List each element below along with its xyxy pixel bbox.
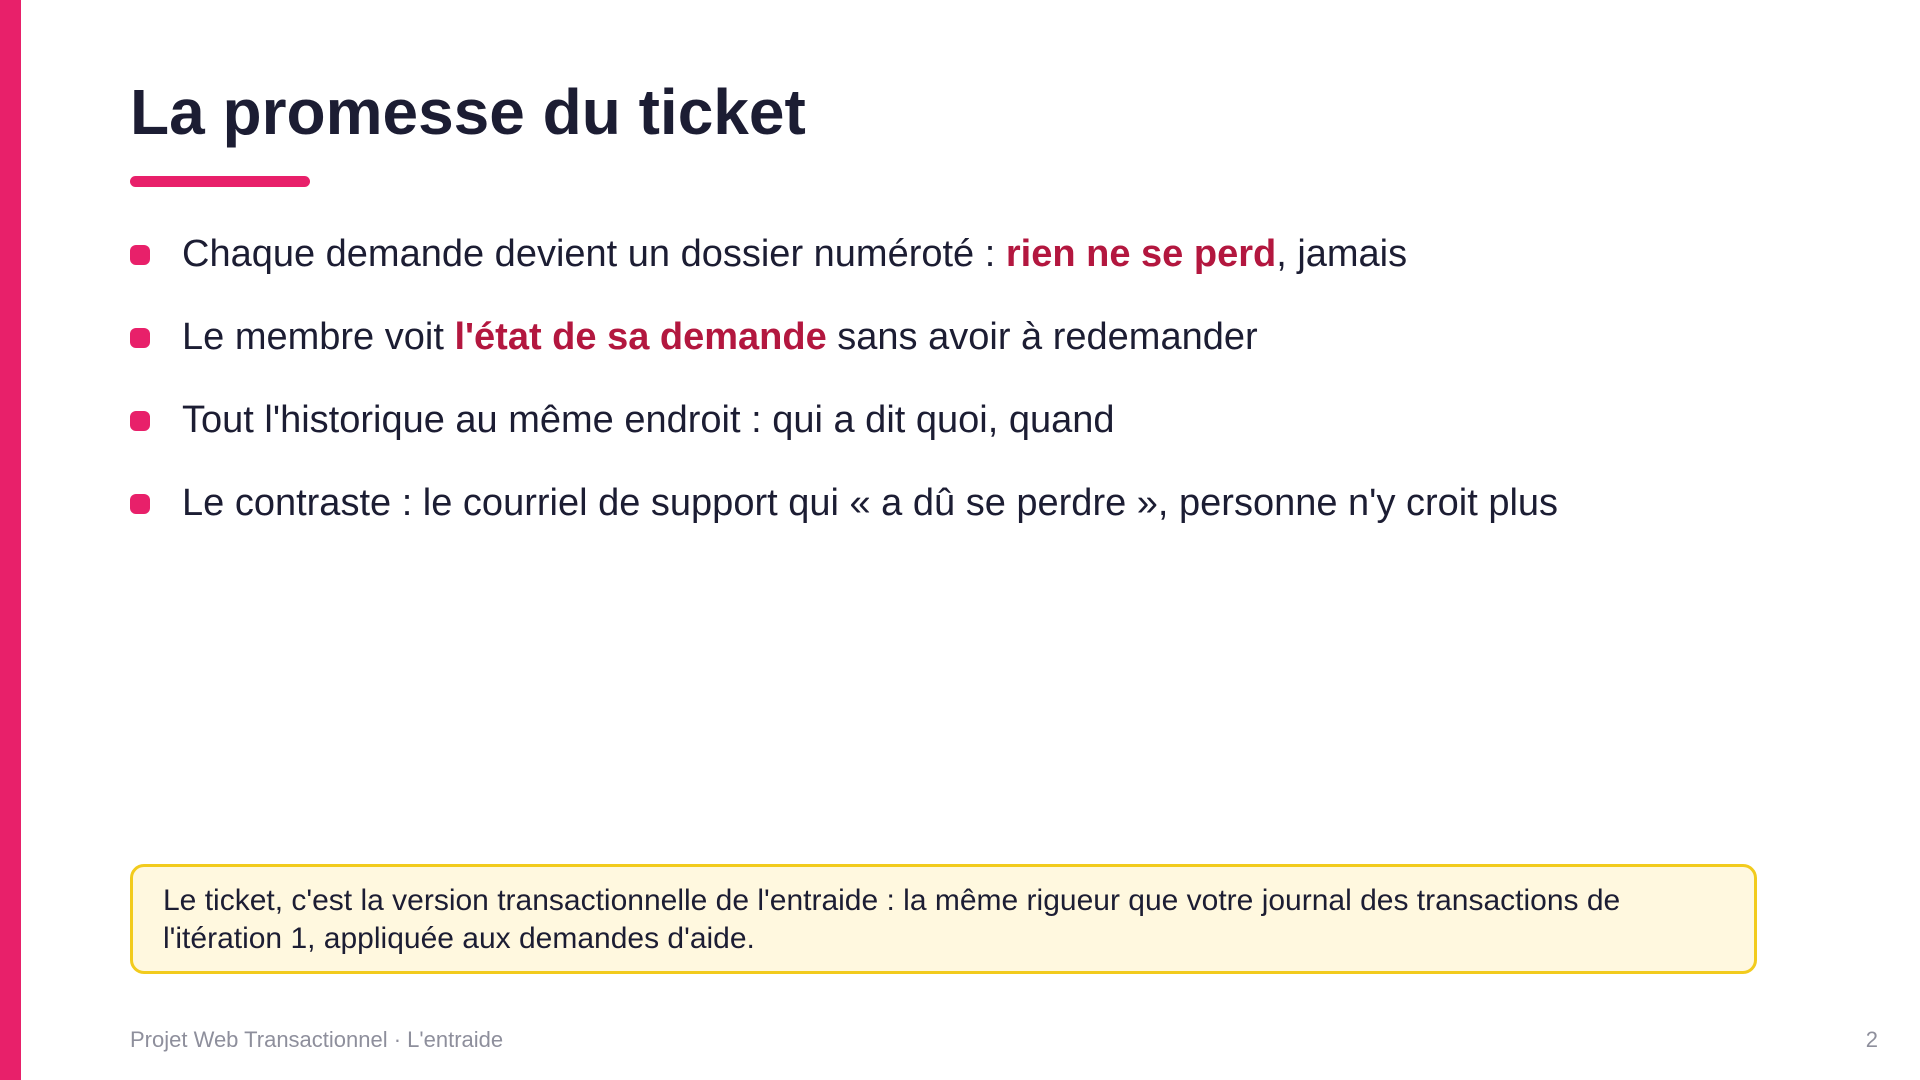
- footer-project-label: Projet Web Transactionnel · L'entraide: [130, 1027, 504, 1052]
- bullet-highlight: rien ne se perd: [1005, 233, 1277, 275]
- bullet-text-end: sans avoir à redemander: [826, 316, 1258, 358]
- slide-title: La promesse du ticket: [130, 76, 806, 148]
- bullet-marker-icon: [130, 411, 150, 431]
- bullet-marker-icon: [130, 494, 150, 514]
- bullet-text: Chaque demande devient un dossier numéroté :: [182, 233, 1006, 275]
- callout-note: Le ticket, c'est la version transactionnelle de l'entraide : la même rigueur que votre journal des transactions de l'itération 1, appliquée aux demandes d'aide.: [130, 864, 1757, 974]
- bullet-text: Tout l'historique au même endroit : qui a dit quoi, quand: [182, 399, 1115, 441]
- bullet-item: [130, 475, 1558, 558]
- title-underline: [130, 176, 310, 187]
- bullet-marker-icon: [130, 328, 150, 348]
- bullet-item: [130, 309, 1558, 392]
- bullet-text: Le membre voit: [182, 316, 455, 358]
- bullet-text-end: , jamais: [1276, 233, 1408, 275]
- bullet-marker-icon: [130, 245, 150, 265]
- bullet-text: Le contraste : le courriel de support qui « a dû se perdre », personne n'y croit plus: [182, 482, 1559, 524]
- bullet-item: [130, 226, 1558, 309]
- page-number: 2: [1865, 1027, 1878, 1052]
- left-accent-bar: [0, 0, 21, 1080]
- bullet-list: [130, 226, 1558, 558]
- bullet-item: [130, 392, 1558, 475]
- bullet-highlight: l'état de sa demande: [454, 316, 827, 358]
